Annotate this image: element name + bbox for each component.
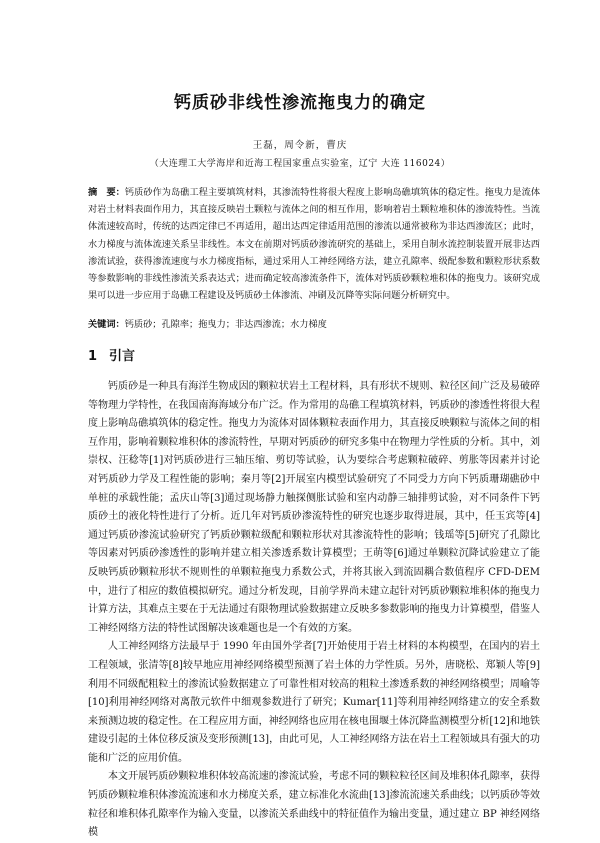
abstract-text: 钙质砂作为岛礁工程主要填筑材料，其渗流特性将很大程度上影响岛礁填筑体的稳定性。拖曳力是流体对岩土材料表面作用力，其直接反映岩土颗粒与流体之间的相互作用，影响着岩土颗粒堆积体的渗流特性。当流体流速较高时，传统的达西定律已不再适用，超出达西定律适用范围的渗流以通常被称为非达西渗流区；此时，水力梯度与流体流速关系呈非线性。本文在前期对钙质砂渗流研究的基础上，采用自制水流控制装置开展非达西渗流试验，获得渗流速度与水力梯度指标，通过采用人工神经网络方法，建立孔隙率、级配参数和颗粒形状系数等参数影响的非线性渗流关系表达式；进而确定较高渗流条件下，流体对钙质砂颗粒堆积体的拖曳力。该研究成果可以进一步应用于岛礁工程建设及钙质砂土体渗流、冲刷及沉降等实际问题分析研究中。 (88, 187, 541, 302)
body-paragraph: 人工神经网络方法最早于 1990 年由国外学者[7]开始使用于岩土材料的本构模型，在国内的岩土工程领域，张清等[8]较早地应用神经网络模型预测了岩土体的力学性质。另外，唐晓松、郑颖人等[9]利用不同级配粗粒土的渗流试验数据建立了可靠性相对较高的粗粒土渗透系数的神经网络模型；周喻等[10]利用神经网络对离散元软件中细观参数进行了研究；Kumar[11]等利用神经网络建立的安全系数来预测边坡的稳定性。在工程应用方面，神经网络也应用在核电围堰土体沉降监测模型分析[12]和地铁建设引起的土体位移反演及变形预测[13]，由此可见，人工神经网络方法在岩土工程领域具有强大的功能和广泛的应用价值。 (88, 641, 540, 764)
body-text (88, 378, 540, 843)
body-paragraph: 本文开展钙质砂颗粒堆积体较高流速的渗流试验，考虑不同的颗粒粒径区间及堆积体孔隙率，获得钙质砂颗粒堆积体渗流流速和水力梯度关系，建立标准化水流曲[13]渗流流速关系曲线；以钙质砂等效粒径和堆积体孔隙率作为输入变量，以渗流关系曲线中的特征值作为输出变量，通过建立 BP 神经网络模 (88, 771, 540, 839)
author-list: 王磊，周令新，曹庆 (252, 140, 348, 151)
section-heading (88, 345, 135, 364)
keywords-label: 关键词： (88, 319, 125, 330)
keywords-block (88, 318, 540, 332)
paper-title: 钙质砂非线性渗流拖曳力的确定 (174, 93, 426, 113)
keywords-text: 钙质砂；孔隙率；拖曳力；非达西渗流；水力梯度 (124, 319, 327, 330)
abstract-label: 摘 要： (88, 187, 125, 198)
abstract-block (88, 184, 540, 304)
section-title: 引言 (109, 349, 136, 364)
author-affiliation: （大连理工大学海岸和近海工程国家重点实验室，辽宁 大连 116024） (149, 159, 451, 169)
body-paragraph: 钙质砂是一种具有海洋生物成因的颗粒状岩土工程材料，具有形状不规则、粒径区间广泛及易破碎等物理力学特性，在我国南海海域分布广泛。作为常用的岛礁工程填筑材料，钙质砂的渗透性将很大程度上影响岛礁填筑体的稳定性。拖曳力为流体对固体颗粒表面作用力，其直接反映颗粒与流体之间的相互作用，影响着颗粒堆积体的渗流特性，早期对钙质砂的研究多集中在物理力学性质的分析。其中，刘崇权、汪稔等[1]对钙质砂进行三轴压缩、剪切等试验，认为要综合考虑颗粒破碎、剪胀等因素并讨论对钙质砂力学及工程性能的影响；秦月等[2]开展室内模型试验研究了不同受力方向下钙质珊瑚礁砂中单桩的承载性能；孟庆山等[3]通过现场静力触探侧胀试验和室内动静三轴排剪试验，对不同条件下钙质砂土的液化特性进行了分析。近几年对钙质砂渗流特性的研究也逐步取得进展，其中，任玉宾等[4]通过钙质砂渗流试验研究了钙质砂颗粒级配和颗粒形状对其渗流特性的影响；钱瑶等[5]研究了孔隙比等因素对钙质砂渗透性的影响并建立相关渗透系数计算模型；王萌等[6]通过单颗粒沉降试验建立了能反映钙质砂颗粒形状不规则性的单颗粒拖曳力系数公式，并将其嵌入到流固耦合数值程序 CFD-DEM 中，进行了相应的数值模拟研究。通过分析发现，目前学界尚未建立起针对钙质砂颗粒堆积体的拖曳力计算方法，其难点主要在于无法通过有限物理试验数据建立反映多参数影响的拖曳力计算模型，借鉴人工神经网络方法的特性试图解决该难题也是一个有效的方案。 (88, 381, 540, 634)
section-number: 1 (88, 349, 98, 364)
